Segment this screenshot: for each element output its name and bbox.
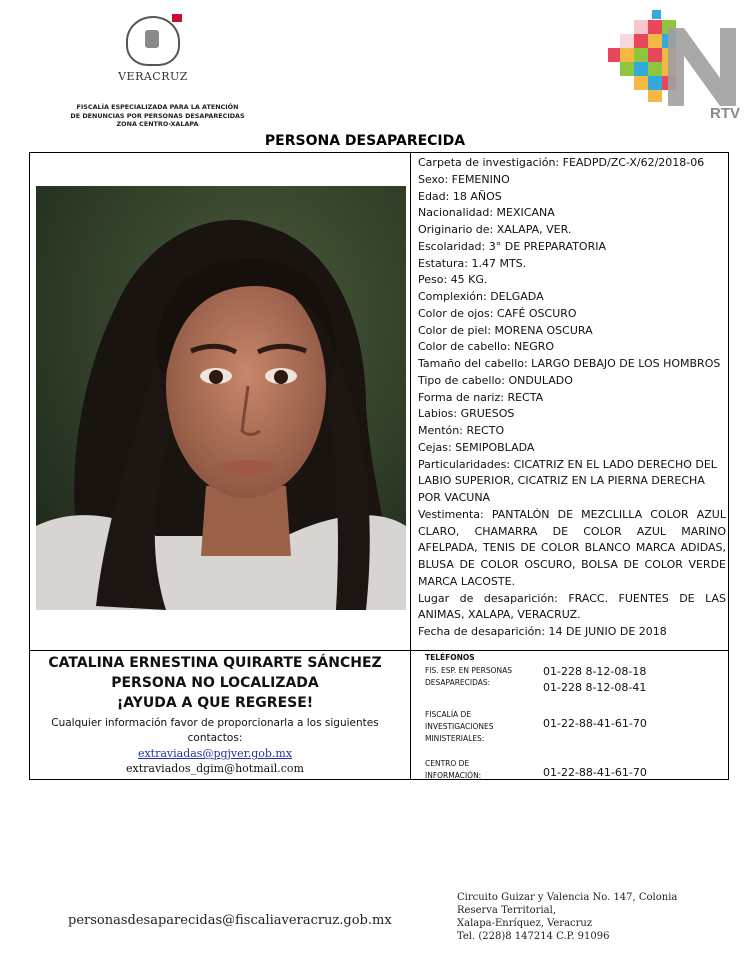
detail-schooling: Escolaridad: 3° DE PREPARATORIA [418, 239, 606, 253]
detail-particular-marks: Particularidades: CICATRIZ EN EL LADO DERECHO DEL LABIO SUPERIOR, CICATRIZ EN LA PIERNA DERECHA POR VACUNA [418, 457, 717, 504]
agency-line: ZONA CENTRO-XALAPA [116, 120, 199, 128]
person-summary [40, 653, 390, 776]
contact-email-link[interactable]: extraviadas@pgjver.gob.mx [137, 747, 293, 760]
person-name: CATALINA ERNESTINA QUIRARTE SÁNCHEZ [48, 655, 382, 671]
page-title: PERSONA DESAPARECIDA [264, 133, 466, 149]
detail-build: Complexión: DELGADA [418, 290, 544, 303]
phone-group-label [425, 709, 535, 745]
broadcaster-name: RTV [710, 105, 740, 122]
detail-eyebrows: Cejas: SEMIPOBLADA [418, 440, 535, 454]
help-plea: ¡AYUDA A QUE REGRESE! [116, 695, 314, 711]
phone-label-line: DESAPARECIDAS: [425, 678, 491, 687]
detail-skin-color: Color de piel: MORENA OSCURA [418, 323, 593, 337]
phone-number: 01-228 8-12-08-41 [543, 681, 647, 694]
fge-veracruz-logo [118, 16, 188, 94]
detail-date-missing: Fecha de desaparición: 14 DE JUNIO DE 2018 [418, 625, 667, 638]
detail-hair-type: Tipo de cabello: ONDULADO [418, 373, 573, 387]
address-line: Reserva Territorial, [457, 905, 556, 916]
phone-label-line: INFORMACIÓN: [425, 771, 482, 780]
row-divider [29, 650, 729, 651]
phones-heading: TELÉFONOS [425, 653, 475, 662]
phone-label-line: FIS. ESP. EN PERSONAS [425, 666, 513, 675]
footer-email: personasdesaparecidas@fiscaliaveracruz.gob.mx [68, 913, 392, 928]
phone-group-numbers [543, 664, 646, 696]
detail-sex: Sexo: FEMENINO [418, 172, 510, 186]
phone-label-line: MINISTERIALES: [425, 734, 485, 743]
phone-label-line: FISCALÍA DE [425, 710, 472, 719]
column-divider [410, 152, 411, 780]
detail-age: Edad: 18 AÑOS [418, 189, 502, 203]
detail-weight: Peso: 45 KG. [418, 273, 488, 287]
footer-address [457, 891, 677, 943]
detail-hair-color: Color de cabello: NEGRO [418, 340, 555, 354]
detail-origin: Originario de: XALAPA, VER. [418, 223, 572, 236]
rtv-logo [608, 10, 748, 122]
phone-group-label [425, 665, 535, 689]
phone-number: 01-22-88-41-61-70 [543, 717, 647, 730]
address-line: Tel. (228)8 147214 C.P. 91096 [457, 931, 610, 942]
contact-instructions: Cualquier información favor de proporcionarla a los siguientes contactos: [51, 717, 379, 744]
agency-name [40, 103, 275, 129]
phone-group-label [425, 758, 535, 782]
detail-nose: Forma de nariz: RECTA [418, 390, 544, 404]
detail-chin: Mentón: RECTO [418, 424, 505, 437]
phone-number: 01-228 8-12-08-18 [543, 665, 647, 678]
phone-label-line: INVESTIGACIONES [425, 722, 494, 731]
contact-email-secondary: extraviados_dgim@hotmail.com [126, 762, 304, 775]
detail-eye-color: Color de ojos: CAFÉ OSCURO [418, 306, 577, 320]
phone-label-line: CENTRO DE [425, 759, 470, 768]
detail-clothing: Vestimenta: PANTALÓN DE MEZCLILLA COLOR AZUL CLARO, CHAMARRA DE COLOR AZUL MARINO AFELPADA, TENIS DE COLOR BLANCO MARCA ADIDAS, BLUSA DE COLOR OSCURO, BOLSA DE COLOR VERDE MARCA LACOSTE. [418, 507, 726, 588]
detail-nationality: Nacionalidad: MEXICANA [418, 206, 555, 220]
person-details [418, 155, 726, 641]
missing-person-photo [36, 186, 406, 610]
address-line: Xalapa-Enríquez, Veracruz [457, 918, 593, 929]
detail-place-missing: Lugar de desaparición: FRACC. FUENTES DE LAS ANIMAS, XALAPA, VERACRUZ. [418, 591, 726, 622]
state-seal-icon [126, 16, 180, 66]
agency-line: DE DENUNCIAS POR PERSONAS DESAPARECIDAS [70, 111, 245, 120]
agency-line: FISCALÍA ESPECIALIZADA PARA LA ATENCIÓN [76, 103, 239, 111]
detail-height: Estatura: 1.47 MTS. [418, 256, 527, 270]
person-status: PERSONA NO LOCALIZADA [111, 675, 319, 691]
detail-lips: Labios: GRUESOS [418, 407, 515, 421]
detail-hair-length: Tamaño del cabello: LARGO DEBAJO DE LOS HOMBROS [418, 357, 721, 370]
address-line: Circuito Guizar y Valencia No. 147, Colonia [457, 892, 678, 903]
phone-number: 01-22-88-41-61-70 [543, 766, 647, 779]
logo-word: VERACRUZ [118, 70, 188, 83]
detail-case-file: Carpeta de investigación: FEADPD/ZC-X/62/2018-06 [418, 156, 705, 169]
